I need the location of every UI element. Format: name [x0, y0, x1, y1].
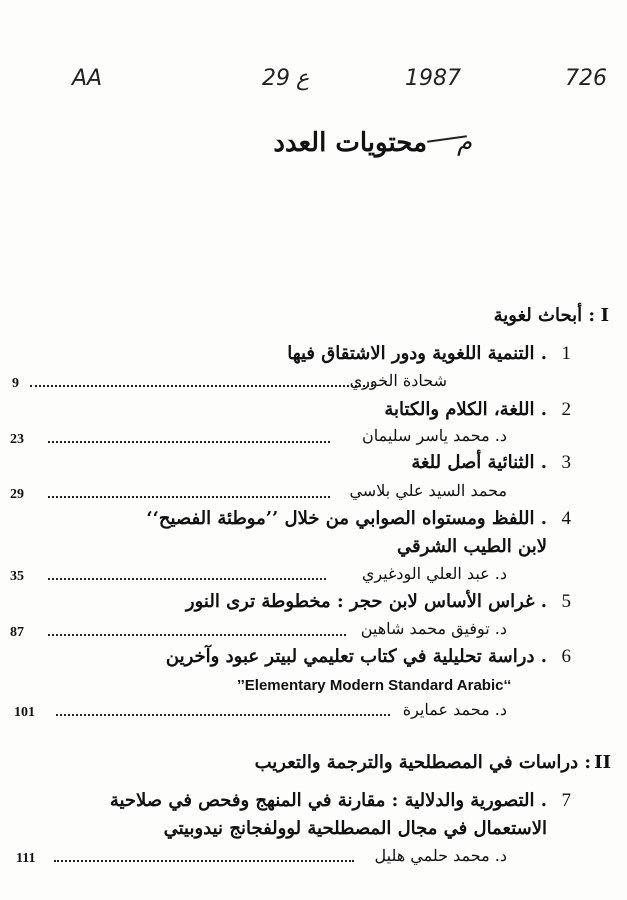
item-page: 9	[12, 376, 19, 391]
item-title: . الثنائية أصل للغة	[411, 452, 547, 473]
handwritten-note-right: 726	[565, 66, 607, 91]
handwritten-note-center-mark: ع	[296, 66, 310, 91]
item-author: د. عبد العلي الودغيري	[361, 564, 507, 583]
item-title: . اللفظ ومستواه الصوابي من خلال ’’موطئة الفصيح‘‘	[146, 508, 547, 529]
item-page: 29	[10, 487, 24, 502]
item-title-continued: لابن الطيب الشرقي	[397, 536, 547, 557]
item-title: . غراس الأساس لابن حجر : مخطوطة ترى النور	[185, 591, 547, 612]
page-title: محتويات العدد	[273, 128, 427, 158]
section-numeral-2: II	[594, 752, 611, 773]
item-title: . دراسة تحليلية في كتاب تعليمي لبيتر عبود وآخرين	[165, 646, 547, 667]
handwritten-note-left: AA	[72, 66, 103, 91]
item-title: . التصورية والدلالية : مقارنة في المنهج وفحص في صلاحية	[109, 790, 547, 811]
section-title-1: : أبحاث لغوية	[493, 305, 595, 326]
handwritten-note-center-right: 1987	[405, 66, 461, 91]
item-author: شحادة الخوري	[349, 371, 447, 390]
title-handwritten-mark: م	[457, 128, 472, 156]
item-latin-title: ’’Elementary Modern Standard Arabic‘‘	[237, 677, 512, 694]
dot-leader	[56, 714, 390, 716]
item-number: 1	[561, 343, 571, 364]
dot-leader	[48, 441, 330, 443]
dot-leader	[48, 578, 326, 580]
item-page: 87	[10, 625, 24, 640]
item-number: 7	[561, 790, 571, 811]
item-number: 3	[561, 452, 571, 473]
item-author: د. محمد حلمي هليل	[374, 846, 507, 865]
item-title-continued: الاستعمال في مجال المصطلحية لوولفجانج نيدوبيتي	[163, 818, 547, 839]
item-title: . التنمية اللغوية ودور الاشتقاق فيها	[287, 343, 547, 364]
item-author: د. توفيق محمد شاهين	[360, 619, 507, 638]
item-number: 6	[561, 646, 571, 667]
dot-leader	[48, 496, 330, 498]
item-author: د. محمد عمايرة	[402, 700, 507, 719]
item-author: محمد السيد علي بلاسي	[349, 481, 507, 500]
item-number: 4	[561, 508, 571, 529]
item-page: 23	[10, 432, 24, 447]
item-page: 111	[16, 851, 36, 866]
dot-leader	[48, 634, 346, 636]
item-number: 2	[561, 399, 571, 420]
item-page: 35	[10, 569, 24, 584]
section-title-2: : دراسات في المصطلحية والترجمة والتعريب	[254, 752, 591, 773]
item-number: 5	[561, 591, 571, 612]
dot-leader	[54, 860, 354, 862]
section-numeral-1: I	[600, 305, 609, 326]
handwritten-note-center-left: 29	[262, 66, 290, 91]
dot-leader	[30, 385, 373, 387]
item-page: 101	[14, 705, 35, 720]
item-title: . اللغة، الكلام والكتابة	[384, 399, 547, 420]
item-author: د. محمد ياسر سليمان	[362, 426, 507, 445]
